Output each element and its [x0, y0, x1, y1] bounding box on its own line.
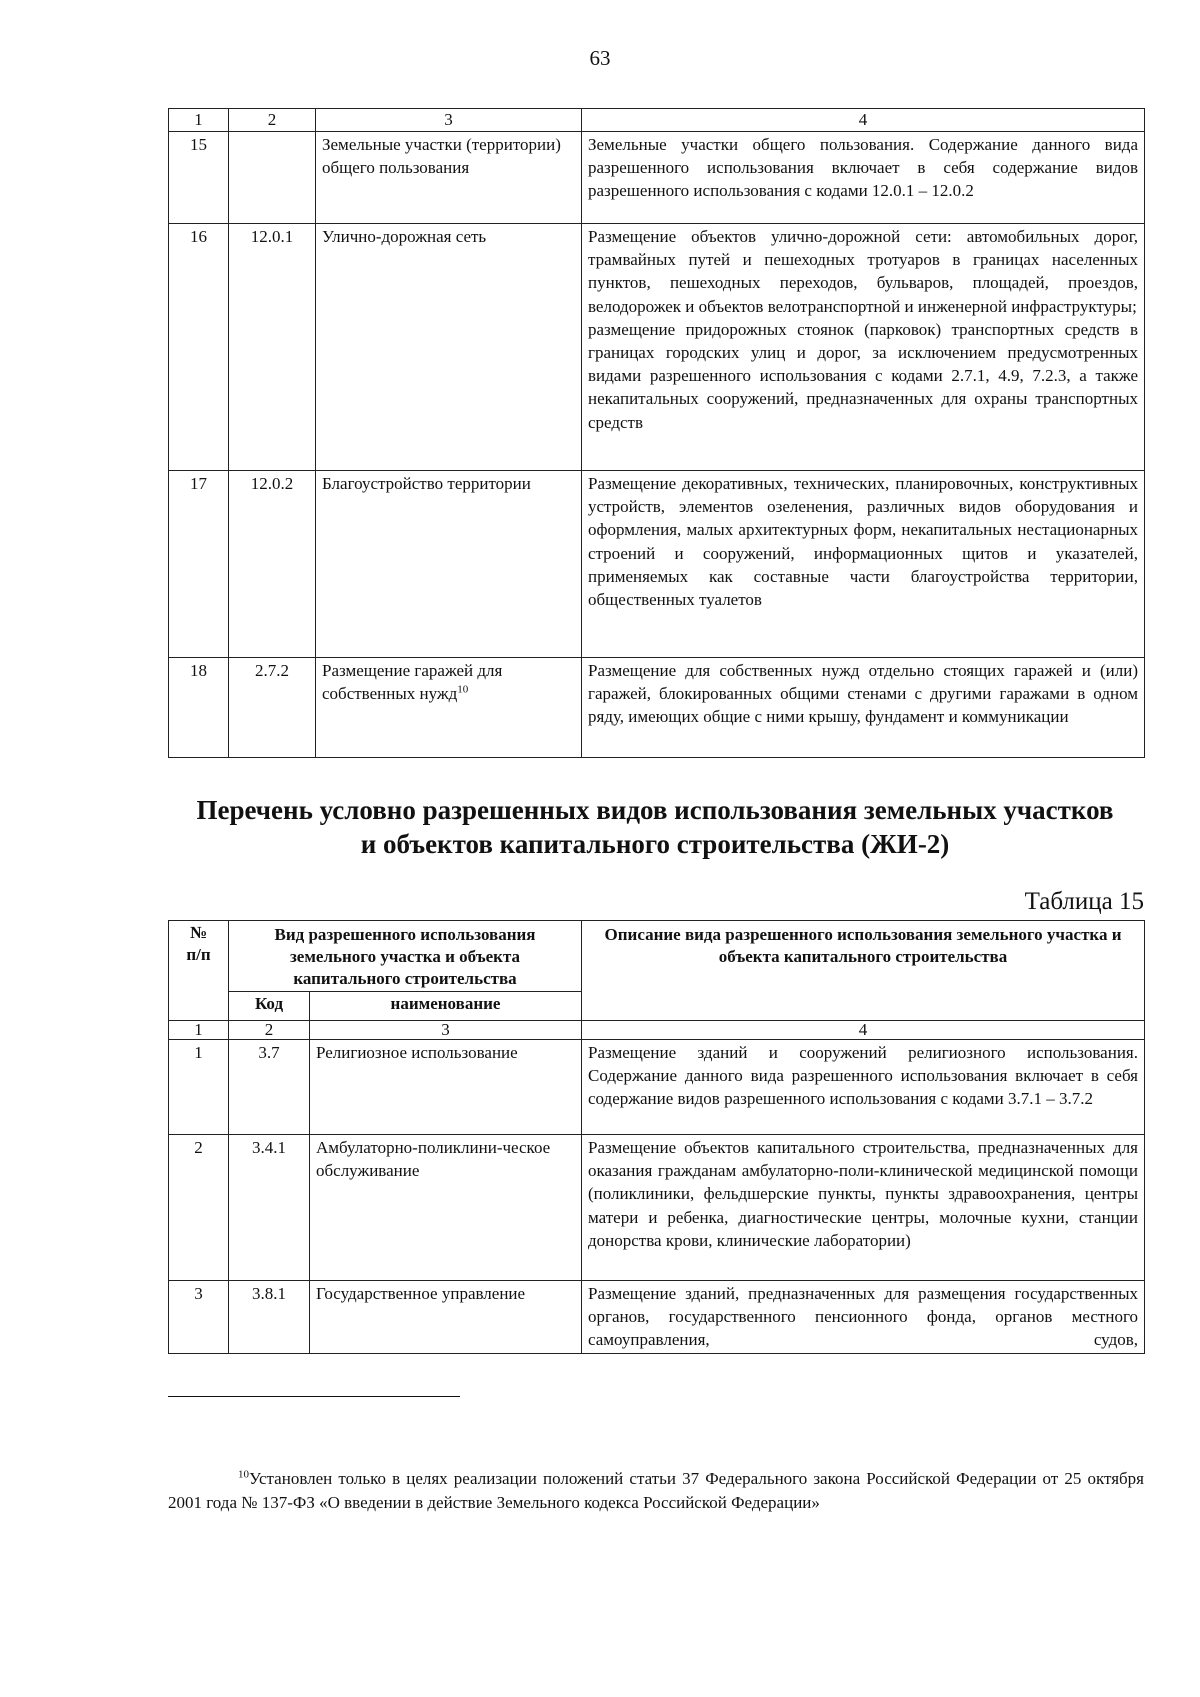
- row-number: 16: [169, 224, 229, 471]
- row-name: Земельные участки (территории) общего пользования: [316, 132, 582, 224]
- description-column-header: Описание вида разрешенного использования земельного участка и объекта капитального строительства: [582, 921, 1145, 1021]
- column-number-cell: 2: [229, 1021, 310, 1040]
- row-description: [582, 224, 1145, 471]
- row-code: [229, 132, 316, 224]
- footnote-divider: [168, 1396, 460, 1397]
- name-column-header: наименование: [310, 992, 582, 1021]
- number-header-abbr: п/п: [186, 945, 211, 964]
- footnote-marker: 10: [238, 1468, 249, 1481]
- column-number-cell: 2: [229, 109, 316, 132]
- row-code: 3.7: [229, 1040, 310, 1135]
- row-code: 3.4.1: [229, 1135, 310, 1281]
- row-number: 17: [169, 471, 229, 658]
- section-heading: [150, 793, 1160, 861]
- row-description: Размещение объектов капитального строительства, предназначенных для оказания гражданам амбулаторно-поли-клинической медицинской помощи (поликлиники, фельдшерские пункты, пункты здравоохранения, центры матери и ребенка, диагностические центры, молочные кухни, станции донорства крови, клинические лаборатории): [582, 1135, 1145, 1281]
- row-description-part: размещение придорожных стоянок (парковок) транспортных средств в границах городских улиц и дорог, за исключением предусмотренных видами разрешенного использования с кодами 2.7.1, 4.9, 7.2.3, а также некапитальных сооружений, предназначенных для охраны транспортных средств: [588, 319, 1138, 432]
- row-code: 2.7.2: [229, 658, 316, 758]
- type-group-header: Вид разрешенного использования земельного участка и объекта капитального строительства: [229, 921, 582, 992]
- column-number-row: [169, 1021, 1145, 1040]
- column-number-cell: 3: [310, 1021, 582, 1040]
- table-caption: Таблица 15: [1024, 888, 1144, 915]
- page-number: 63: [589, 46, 611, 70]
- row-name: [316, 658, 582, 758]
- row-number: 18: [169, 658, 229, 758]
- number-header-symbol: №: [189, 923, 208, 942]
- row-description: Размещение зданий, предназначенных для размещения государственных органов, государственного пенсионного фонда, органов местного самоуправления, судов,: [582, 1281, 1145, 1354]
- row-description-part: Размещение объектов улично-дорожной сети: автомобильных дорог, трамвайных путей и пешеходных тротуаров в границах населенных пунктов, пешеходных переходов, бульваров, площадей, проездов, велодорожек и объектов велотранспортной и инженерной инфраструктуры;: [588, 227, 1138, 316]
- row-number: 2: [169, 1135, 229, 1281]
- table-row: [169, 132, 1145, 224]
- column-number-cell: 1: [169, 1021, 229, 1040]
- table-row: [169, 471, 1145, 658]
- footnote-reference: 10: [457, 683, 469, 696]
- row-name: Улично-дорожная сеть: [316, 224, 582, 471]
- column-number-row: [169, 109, 1145, 132]
- column-number-cell: 4: [582, 1021, 1145, 1040]
- table-row: [169, 1135, 1145, 1281]
- footnote: [168, 1467, 1144, 1515]
- table-header-row: [169, 921, 1145, 992]
- row-description: Размещение декоративных, технических, планировочных, конструктивных устройств, элементов озеленения, различных видов оборудования и оформления, малых архитектурных форм, некапитальных нестационарных строений и сооружений, информационных щитов и указателей, применяемых как составные части благоустройства территории, общественных туалетов: [582, 471, 1145, 658]
- row-description: Размещение для собственных нужд отдельно стоящих гаражей и (или) гаражей, блокированных общими стенами с другими гаражами в одном ряду, имеющих общие с ними крышу, фундамент и коммуникации: [582, 658, 1145, 758]
- table-row: [169, 658, 1145, 758]
- row-name: Амбулаторно-поликлини-ческое обслуживание: [310, 1135, 582, 1281]
- section-heading-line: и объектов капитального строительства (ЖИ-2): [360, 829, 950, 859]
- column-number-cell: 1: [169, 109, 229, 132]
- continued-land-use-table: [168, 108, 1145, 758]
- row-number: 3: [169, 1281, 229, 1354]
- row-code: 12.0.2: [229, 471, 316, 658]
- row-name: Государственное управление: [310, 1281, 582, 1354]
- row-description: Земельные участки общего пользования. Содержание данного вида разрешенного использования включает в себя содержание видов разрешенного использования с кодами 12.0.1 – 12.0.2: [582, 132, 1145, 224]
- row-description: Размещение зданий и сооружений религиозного использования. Содержание данного вида разрешенного использования включает в себя содержание видов разрешенного использования с кодами 3.7.1 – 3.7.2: [582, 1040, 1145, 1135]
- table-row: [169, 1040, 1145, 1135]
- row-code: 3.8.1: [229, 1281, 310, 1354]
- number-column-header: [169, 921, 229, 1021]
- row-number: 15: [169, 132, 229, 224]
- table-15: [168, 920, 1145, 1354]
- column-number-cell: 3: [316, 109, 582, 132]
- row-code: 12.0.1: [229, 224, 316, 471]
- row-name-text: Размещение гаражей для собственных нужд: [322, 661, 503, 704]
- row-name: Благоустройство территории: [316, 471, 582, 658]
- section-heading-line: Перечень условно разрешенных видов использования земельных участков: [196, 795, 1114, 825]
- table-row: [169, 224, 1145, 471]
- footnote-body: [168, 1467, 1144, 1515]
- column-number-cell: 4: [582, 109, 1145, 132]
- table-row: [169, 1281, 1145, 1354]
- row-name: Религиозное использование: [310, 1040, 582, 1135]
- code-column-header: Код: [229, 992, 310, 1021]
- row-number: 1: [169, 1040, 229, 1135]
- footnote-text: Установлен только в целях реализации положений статьи 37 Федерального закона Российской Федерации от 25 октября 2001 года № 137-ФЗ «О введении в действие Земельного кодекса Российской Федерации»: [168, 1469, 1144, 1512]
